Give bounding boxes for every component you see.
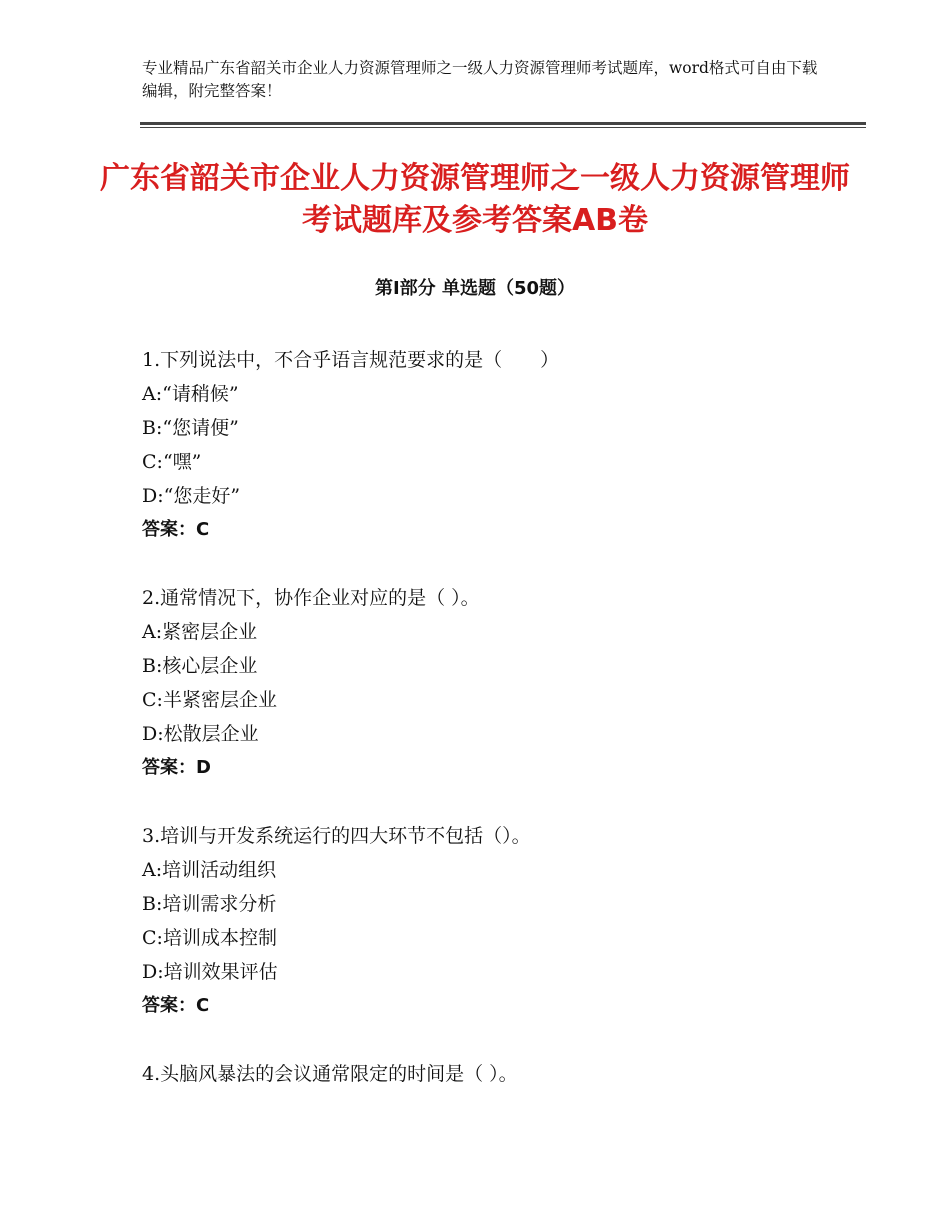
question-stem: 3.培训与开发系统运行的四大环节不包括（）。 <box>142 825 531 847</box>
answer: 答案：D <box>142 757 211 778</box>
question-stem: 1.下列说法中，不合乎语言规范要求的是（ ） <box>142 349 560 371</box>
section-title: 第Ⅰ部分 单选题（50题） <box>374 278 575 299</box>
question-4 <box>142 1057 842 1091</box>
option-a: A:“请稍候” <box>142 383 239 405</box>
question-2 <box>142 581 842 785</box>
option-a: A:紧密层企业 <box>142 621 258 643</box>
option-b: B:培训需求分析 <box>142 893 277 915</box>
header-divider-thin <box>140 127 866 128</box>
option-a: A:培训活动组织 <box>142 859 277 881</box>
option-c: C:培训成本控制 <box>142 927 277 949</box>
header-divider-thick <box>140 122 866 125</box>
document-title: 广东省韶关市企业人力资源管理师之一级人力资源管理师考试题库及参考答案AB卷 <box>100 161 850 238</box>
option-c: C:“嘿” <box>142 451 202 473</box>
question-stem: 2.通常情况下，协作企业对应的是（ ）。 <box>142 587 480 609</box>
option-d: D:“您走好” <box>142 485 241 507</box>
answer: 答案：C <box>142 519 210 540</box>
option-c: C:半紧密层企业 <box>142 689 277 711</box>
question-1 <box>142 343 842 547</box>
header-divider <box>140 122 866 128</box>
question-list <box>142 343 842 1125</box>
option-d: D:松散层企业 <box>142 723 259 745</box>
question-3 <box>142 819 842 1023</box>
header-note: 专业精品广东省韶关市企业人力资源管理师之一级人力资源管理师考试题库，word格式可自由下载编辑，附完整答案！ <box>142 59 818 100</box>
option-d: D:培训效果评估 <box>142 961 278 983</box>
option-b: B:“您请便” <box>142 417 239 439</box>
option-b: B:核心层企业 <box>142 655 258 677</box>
answer: 答案：C <box>142 995 210 1016</box>
question-stem: 4.头脑风暴法的会议通常限定的时间是（ ）。 <box>142 1063 518 1085</box>
